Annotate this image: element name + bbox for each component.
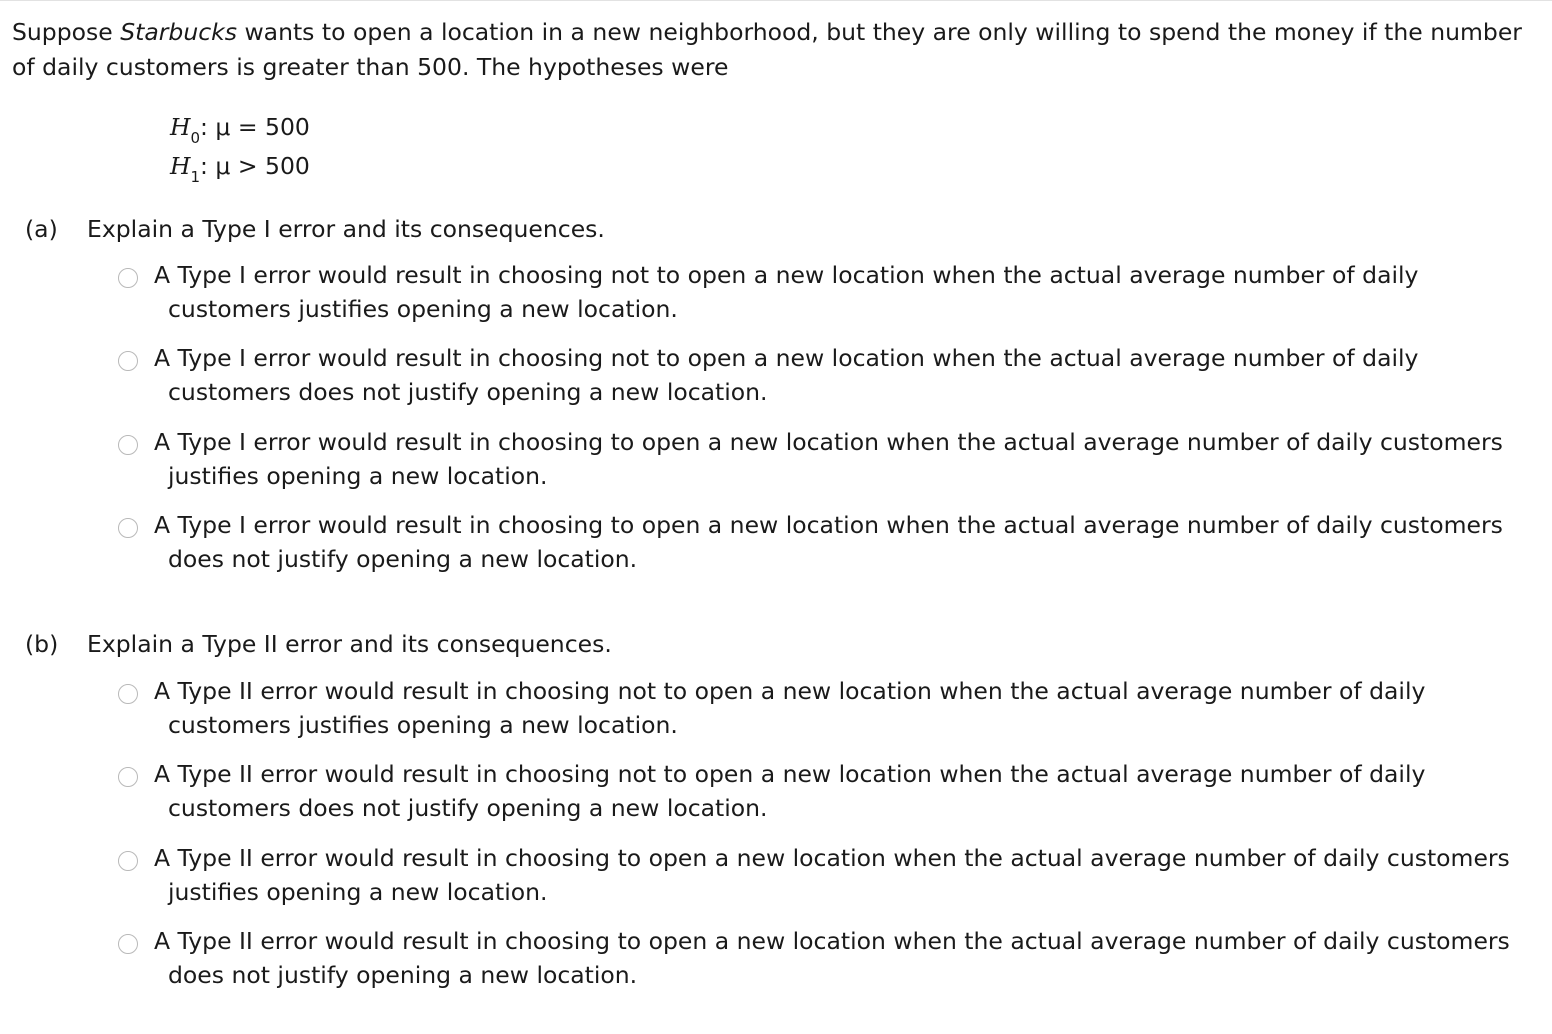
question-intro	[12, 15, 1537, 85]
option-label: A Type I error would result in choosing not to open a new location when the actual average number of daily customers justifies opening a new location.	[154, 261, 1419, 323]
radio-button[interactable]	[118, 435, 138, 455]
part-a-option-3[interactable]	[118, 425, 1528, 493]
radio-button[interactable]	[118, 934, 138, 954]
part-b-prompt: Explain a Type II error and its consequences.	[87, 630, 612, 658]
part-a-title	[25, 213, 605, 245]
radio-button[interactable]	[118, 767, 138, 787]
option-label: A Type I error would result in choosing to open a new location when the actual average number of daily customers does not justify opening a new location.	[154, 511, 1503, 573]
option-label: A Type I error would result in choosing not to open a new location when the actual average number of daily customers does not justify opening a new location.	[154, 344, 1419, 406]
part-b-option-3[interactable]	[118, 841, 1528, 909]
option-label: A Type II error would result in choosing not to open a new location when the actual average number of daily customers does not justify opening a new location.	[154, 760, 1426, 822]
part-b-title	[25, 628, 612, 660]
part-a-option-1[interactable]	[118, 258, 1528, 326]
alternative-hypothesis-relation: : μ > 500	[200, 152, 310, 180]
part-b-letter: (b)	[25, 630, 59, 658]
top-divider	[0, 0, 1552, 5]
part-a-prompt: Explain a Type I error and its consequences.	[87, 215, 605, 243]
part-a-option-4[interactable]	[118, 508, 1528, 576]
brand-name: Starbucks	[120, 18, 237, 46]
null-hypothesis-subscript: 0	[190, 128, 201, 147]
intro-text-end: wants to open a location in a new neighborhood, but they are only willing to spend the money if the number of daily customers is greater than 500. The hypotheses were	[12, 18, 1522, 81]
radio-button[interactable]	[118, 268, 138, 288]
radio-button[interactable]	[118, 851, 138, 871]
intro-text-start: Suppose	[12, 18, 121, 46]
null-hypothesis-relation: : μ = 500	[200, 113, 310, 141]
part-a-option-2[interactable]	[118, 341, 1528, 409]
part-a-letter: (a)	[25, 215, 58, 243]
radio-button[interactable]	[118, 518, 138, 538]
option-label: A Type I error would result in choosing to open a new location when the actual average number of daily customers justifies opening a new location.	[154, 428, 1503, 490]
part-b-option-4[interactable]	[118, 924, 1528, 992]
option-label: A Type II error would result in choosing not to open a new location when the actual average number of daily customers justifies opening a new location.	[154, 677, 1426, 739]
part-b-option-2[interactable]	[118, 757, 1528, 825]
alternative-hypothesis-symbol: H	[170, 152, 191, 180]
option-label: A Type II error would result in choosing to open a new location when the actual average number of daily customers justifies opening a new location.	[154, 844, 1510, 906]
null-hypothesis-symbol: H	[170, 113, 191, 141]
alternative-hypothesis	[170, 151, 310, 190]
part-b-option-1[interactable]	[118, 674, 1528, 742]
radio-button[interactable]	[118, 351, 138, 371]
radio-button[interactable]	[118, 684, 138, 704]
alternative-hypothesis-subscript: 1	[190, 167, 201, 186]
null-hypothesis	[170, 112, 310, 151]
option-label: A Type II error would result in choosing to open a new location when the actual average number of daily customers does not justify opening a new location.	[154, 927, 1510, 989]
